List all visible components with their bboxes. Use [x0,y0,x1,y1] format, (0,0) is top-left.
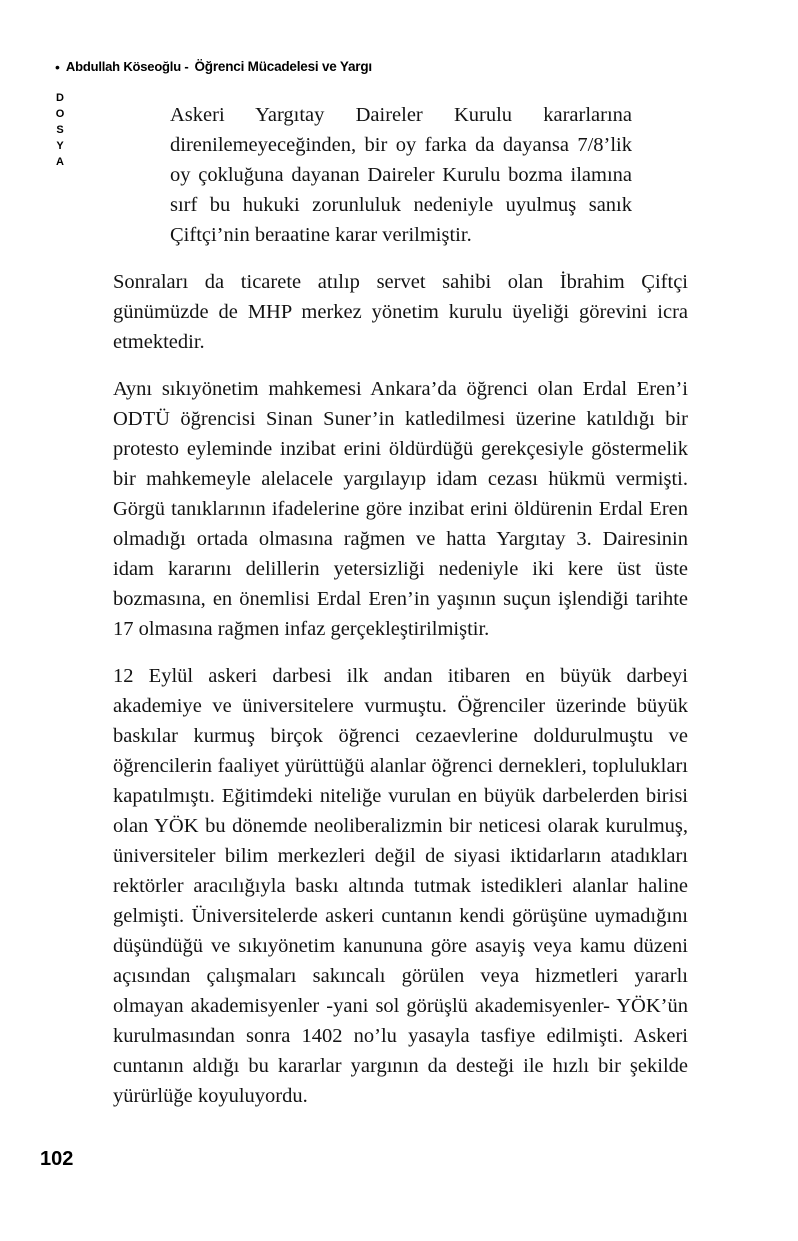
page-content [113,100,688,1111]
header-bullet-icon: • [55,59,60,75]
header-book-title: Öğrenci Mücadelesi ve Yargı [194,59,372,74]
body-paragraph: Aynı sıkıyönetim mahkemesi Ankara’da öğrenci olan Erdal Eren’i ODTÜ öğrencisi Sinan Suner’in katledilmesi üzerine katıldığı bir protesto eyleminde inzibat erini öldürdüğü gerekçesiyle göstermelik bir mahkemeyle alelacele yargılayıp idam cezası hükmü vermişti. Görgü tanıklarının ifadelerine göre inzibat erini öldürenin Erdal Eren olmadığı ortada olmasına rağmen ve hatta Yargıtay 3. Dairesinin idam kararını delillerin yetersizliği nedeniyle iki kere üst üste bozmasına, en önemlisi Erdal Eren’in yaşının suçun işlendiği tarihte 17 olmasına rağmen infaz gerçekleştirilmiştir. [113,378,688,640]
header-author: Abdullah Köseoğlu - [65,59,189,74]
body-paragraph: Sonraları da ticarete atılıp servet sahibi olan İbrahim Çiftçi günümüzde de MHP merkez yönetim kurulu üyeliği görevini icra etmektedir. [113,271,688,353]
page-number: 102 [40,1148,74,1170]
block-quote: Askeri Yargıtay Daireler Kurulu kararlarına direnilemeyeceğinden, bir oy farka da dayansa 7/8’lik oy çokluğuna dayanan Daireler Kurulu bozma ilamına sırf bu hukuki zorunluluk nedeniyle uyulmuş sanık Çiftçi’nin beraatine karar verilmiştir. [170,104,632,246]
body-paragraph: 12 Eylül askeri darbesi ilk andan itibaren en büyük darbeyi akademiye ve üniversitelere vurmuştu. Öğrenciler üzerinde büyük baskılar kurmuş birçok öğrenci cezaevlerine doldurulmuştu ve öğrencilerin faaliyet yürüttüğü alanlar öğrenci dernekleri, toplulukları kapatılmıştı. Eğitimdeki niteliğe vurulan en büyük darbelerden birisi olan YÖK bu dönemde neoliberalizmin bir neticesi olarak kurulmuş, üniversiteler bilim merkezleri değil de siyasi iktidarların atadıkları rektörler aracılığıyla baskı altında tutmak istedikleri alanlar haline gelmişti. Üniversitelerde askeri cuntanın kendi görüşüne uymadığını düşündüğü ve sıkıyönetim kanununa göre asayiş veya kamu düzeni açısından çalışmaları sakıncalı görülen veya hizmetleri yararlı olmayan akademisyenler -yani sol görüşlü akademisyenler- YÖK’ün kurulmasından sonra 1402 no’lu yasayla tasfiye edilmişti. Askeri cuntanın aldığı bu kararlar yargının da desteği ile hızlı bir şekilde yürürlüğe koyuluyordu. [113,665,688,1107]
sidebar-section-label: DOSYA [54,92,66,172]
running-header [55,59,372,74]
